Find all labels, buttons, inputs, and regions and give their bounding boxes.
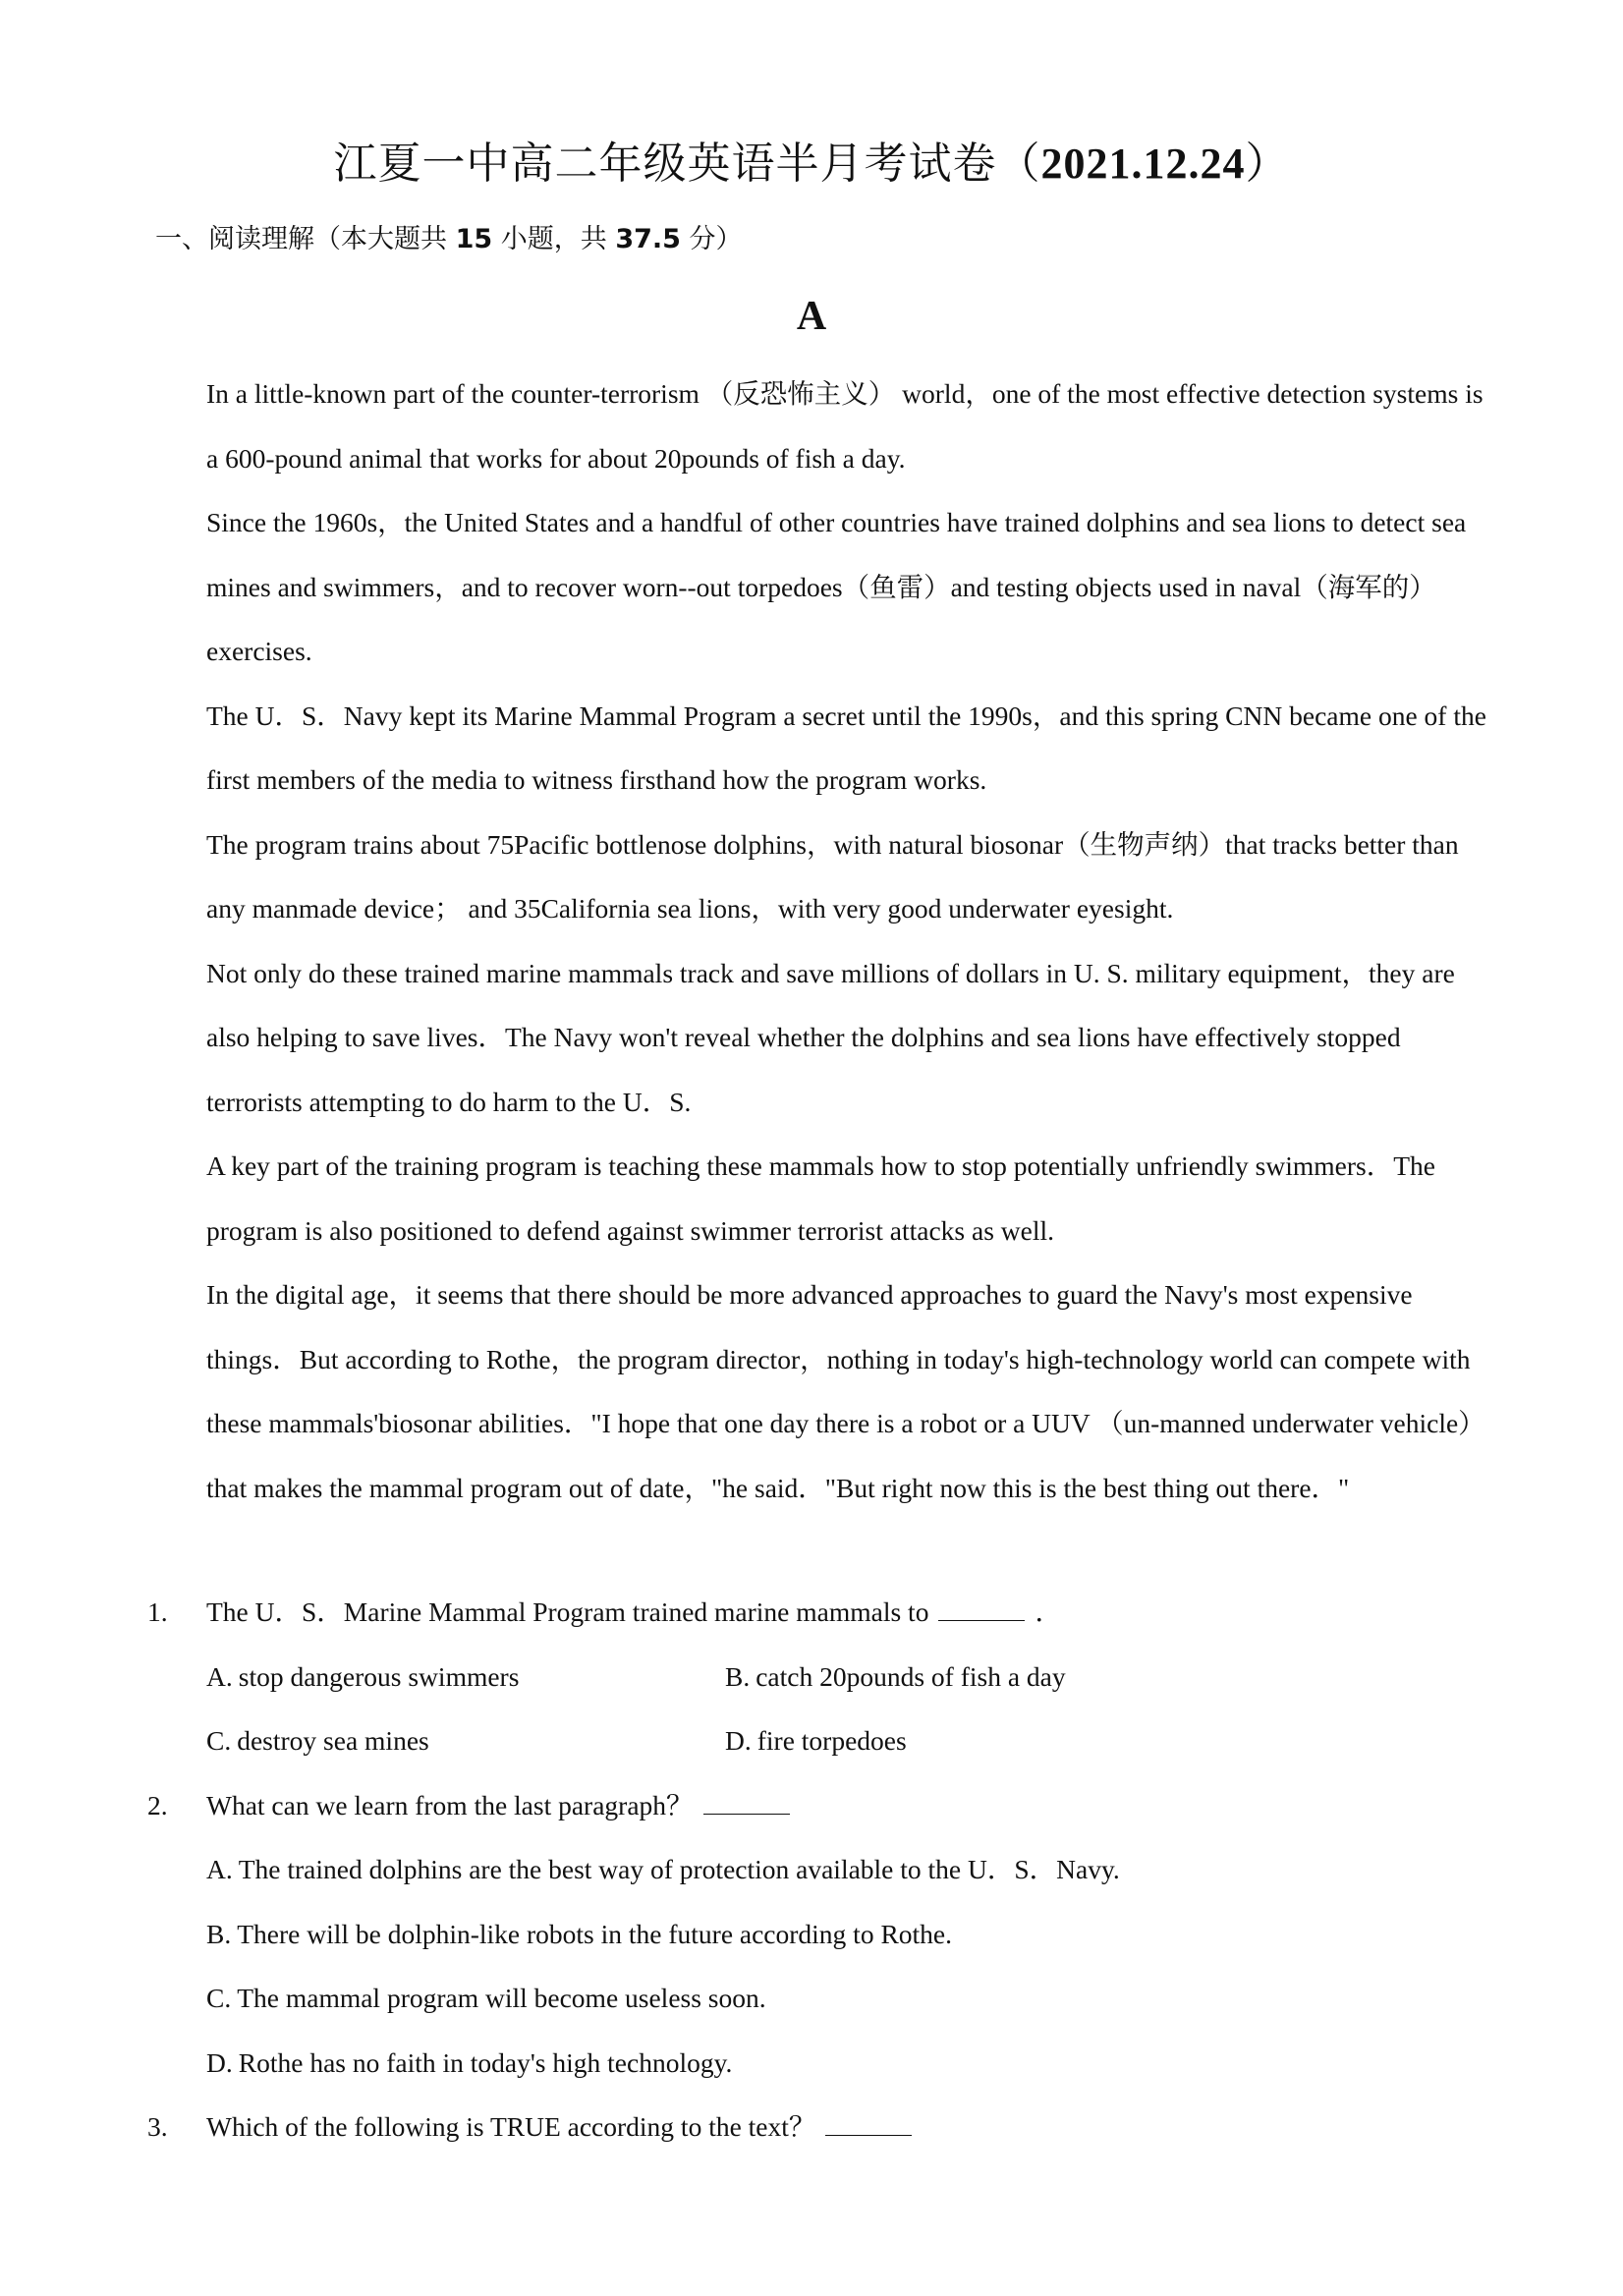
passage-label: A <box>796 294 827 339</box>
question-count: 15 <box>455 224 493 254</box>
question-number: 1. <box>147 1596 168 1627</box>
section-heading-text-2: 小题，共 <box>492 224 616 254</box>
question-stem-wrap <box>206 1580 1503 1645</box>
option-c[interactable] <box>206 1966 1503 2031</box>
option-text: Rothe has no faith in today's high technology. <box>238 2046 733 2078</box>
option-letter: A. <box>206 1660 233 1692</box>
title-close: ） <box>1245 139 1290 189</box>
question-3 <box>147 2095 1503 2159</box>
option-text: destroy sea mines <box>237 1725 429 1756</box>
option-d[interactable] <box>206 2031 1503 2096</box>
option-d[interactable] <box>725 1708 1244 1773</box>
passage-paragraph: In the digital age，it seems that there should be more advanced approaches to guard the Navy's most expensive things．But according to Rothe，the program director，nothing in today's high-technology world can compete with these mammals'biosonar abilities．"I hope that one day there is a robot or a UUV （un-manned underwater vehicle） that makes the mammal program out of date，"he said．"But right now this is the best thing out there．" <box>206 1279 1485 1503</box>
option-text: The mammal program will become useless soon. <box>237 1983 766 2013</box>
passage-paragraph: The U．S．Navy kept its Marine Mammal Program a secret until the 1990s，and this spring CNN became one of the first members of the media to witness firsthand how the program works. <box>206 700 1486 795</box>
question-stem-end: ． <box>1035 1596 1062 1627</box>
question-list <box>147 1580 1503 2159</box>
option-letter: D. <box>725 1725 752 1756</box>
passage-paragraph: A key part of the training program is teaching these mammals how to stop potentially unfriendly swimmers．The program is also positioned to defend against swimmer terrorist attacks as well. <box>206 1150 1435 1246</box>
answer-blank[interactable] <box>825 2111 912 2136</box>
section-heading <box>155 217 743 262</box>
question-1 <box>147 1580 1503 1773</box>
passage-paragraph: In a little-known part of the counter-terrorism （反恐怖主义） world，one of the most effective detection systems is a 600-pound animal that works for about 20pounds of fish a day. <box>206 378 1483 474</box>
question-stem: The U．S．Marine Mammal Program trained marine mammals to <box>206 1596 929 1627</box>
total-score: 37.5 <box>615 224 681 254</box>
page-title <box>0 130 1623 198</box>
option-a[interactable] <box>206 1645 725 1709</box>
passage-paragraph: The program trains about 75Pacific bottlenose dolphins，with natural biosonar（生物声纳）that tracks better than any manmade device； and 35California sea lions，with very good underwater eyesight. <box>206 828 1459 924</box>
title-date: 2021.12.24 <box>1040 140 1246 188</box>
question-stem-wrap <box>206 1773 1503 1838</box>
options <box>206 1645 1503 1773</box>
passage-paragraph: Since the 1960s，the United States and a handful of other countries have trained dolphins and sea lions to detect sea mines and swimmers，and to recover worn--out torpedoes（鱼雷）and testing objects used in naval（海军的） exercises. <box>206 507 1467 666</box>
option-text: The trained dolphins are the best way of protection available to the U．S．Navy. <box>238 1854 1120 1884</box>
option-text: fire torpedoes <box>756 1725 907 1756</box>
passage-paragraph: Not only do these trained marine mammals track and save millions of dollars in U. S. military equipment，they are also helping to save lives．The Navy won't reveal whether the dolphins and sea lions have effectively stopped terrorists attempting to do harm to the U．S. <box>206 957 1455 1117</box>
option-letter: A. <box>206 1854 233 1884</box>
option-letter: C. <box>206 1983 232 2013</box>
question-stem: Which of the following is TRUE according to the text？ <box>206 2111 816 2142</box>
answer-blank[interactable] <box>703 1790 790 1815</box>
options <box>206 1837 1503 2095</box>
option-text: catch 20pounds of fish a day <box>756 1660 1066 1692</box>
option-a[interactable] <box>206 1837 1503 1902</box>
option-b[interactable] <box>206 1902 1503 1967</box>
option-b[interactable] <box>725 1645 1244 1709</box>
option-letter: D. <box>206 2046 233 2078</box>
section-heading-text-3: 分） <box>680 224 743 254</box>
option-text: stop dangerous swimmers <box>238 1660 520 1692</box>
option-letter: B. <box>206 1918 232 1949</box>
question-stem: What can we learn from the last paragraph？ <box>206 1789 694 1820</box>
question-stem-wrap <box>206 2095 1503 2159</box>
option-c[interactable] <box>206 1708 725 1773</box>
section-heading-text: 一、阅读理解（本大题共 <box>155 224 456 254</box>
question-2 <box>147 1773 1503 2096</box>
title-text: 江夏一中高二年级英语半月考试卷（ <box>333 139 1041 189</box>
answer-blank[interactable] <box>938 1596 1025 1621</box>
question-number: 3. <box>147 2111 168 2142</box>
reading-passage <box>206 362 1488 1520</box>
option-text: There will be dolphin-like robots in the future according to Rothe. <box>237 1918 953 1949</box>
option-letter: C. <box>206 1725 232 1756</box>
question-number: 2. <box>147 1789 168 1820</box>
option-letter: B. <box>725 1660 751 1692</box>
